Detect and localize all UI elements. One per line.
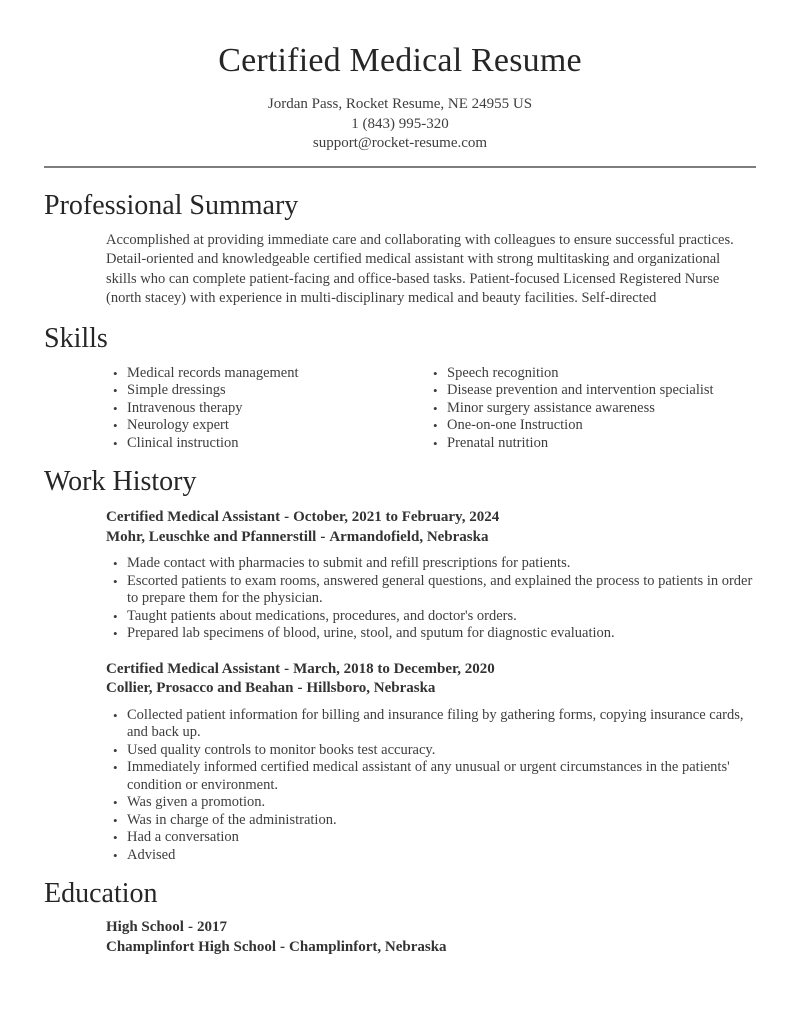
education-entry xyxy=(106,918,756,957)
job-bullet: • Was given a promotion. xyxy=(127,794,756,812)
education-school: Champlinfort High School xyxy=(106,938,277,955)
skill-item: • Clinical instruction xyxy=(127,435,447,453)
contact-address: Jordan Pass, Rocket Resume, NE 24955 US xyxy=(267,96,533,112)
job-bullet: • Escorted patients to exam rooms, answered general questions, and explained the process to patients in order to prepare them for the physician. xyxy=(127,573,756,608)
education-location: Champlinfort, Nebraska xyxy=(289,938,447,955)
resume-header xyxy=(44,0,756,168)
job-title-line xyxy=(106,660,756,680)
skill-item: • Prenatal nutrition xyxy=(447,435,756,453)
job-dates: October, 2021 to February, 2024 xyxy=(293,509,500,525)
skill-item: • Medical records management xyxy=(127,365,447,383)
skill-item: • Minor surgery assistance awareness xyxy=(447,400,756,418)
section-education xyxy=(44,877,756,957)
job-entry xyxy=(106,508,756,643)
skills-column-right xyxy=(447,365,756,453)
job-bullet-list xyxy=(127,555,756,643)
document-title: Certified Medical Resume xyxy=(218,42,582,79)
job-company-line xyxy=(106,679,756,699)
job-company-line xyxy=(106,528,756,548)
section-work-history xyxy=(44,465,756,864)
job-entry xyxy=(106,660,756,865)
skills-heading: Skills xyxy=(44,322,108,354)
job-title-line xyxy=(106,508,756,528)
skill-item: • Neurology expert xyxy=(127,417,447,435)
job-location: Armandofield, Nebraska xyxy=(329,528,489,545)
job-company: Collier, Prosacco and Beahan xyxy=(106,680,294,696)
education-year: 2017 xyxy=(196,919,227,935)
job-bullet: • Made contact with pharmacies to submit and refill prescriptions for patients. xyxy=(127,555,756,573)
job-company: Mohr, Leuschke and Pfannerstill xyxy=(106,528,317,545)
separator: - xyxy=(284,660,290,677)
summary-heading: Professional Summary xyxy=(44,189,299,221)
separator: - xyxy=(280,938,286,955)
job-bullet-list xyxy=(127,707,756,865)
skill-item: • One-on-one Instruction xyxy=(447,417,756,435)
contact-phone: 1 (843) 995-320 xyxy=(351,115,449,132)
job-bullet: • Prepared lab specimens of blood, urine, stool, and sputum for diagnostic evaluation. xyxy=(127,625,756,643)
separator: - xyxy=(320,528,326,545)
section-skills xyxy=(44,322,756,453)
education-heading: Education xyxy=(44,878,158,909)
separator: - xyxy=(187,919,193,935)
education-degree-line xyxy=(106,918,756,938)
job-location: Hillsboro, Nebraska xyxy=(306,680,436,696)
separator: - xyxy=(297,680,303,696)
education-degree: High School xyxy=(106,919,184,935)
contact-block xyxy=(44,95,756,154)
skill-item: • Simple dressings xyxy=(127,382,447,400)
job-dates: March, 2018 to December, 2020 xyxy=(293,660,495,677)
education-school-line xyxy=(106,938,756,958)
job-bullet: • Taught patients about medications, procedures, and doctor's orders. xyxy=(127,608,756,626)
header-divider xyxy=(44,166,756,168)
job-bullet: • Used quality controls to monitor books test accuracy. xyxy=(127,742,756,760)
skill-item: • Intravenous therapy xyxy=(127,400,447,418)
job-title: Certified Medical Assistant xyxy=(106,660,281,677)
skills-column-left xyxy=(127,365,447,453)
job-bullet: • Collected patient information for billing and insurance filing by gathering forms, copying insurance cards, and back up. xyxy=(127,707,756,742)
job-bullet: • Was in charge of the administration. xyxy=(127,812,756,830)
job-bullet: • Advised xyxy=(127,847,756,865)
job-title: Certified Medical Assistant xyxy=(106,509,281,525)
skills-columns xyxy=(44,365,756,453)
skill-item: • Speech recognition xyxy=(447,365,756,383)
summary-text: Accomplished at providing immediate care and collaborating with colleagues to ensure successful practices. Detail-oriented and knowledgeable certified medical assistant with strong multitasking and organizational skills who can complete patient-facing and office-based tasks. Patient-focused Licensed Registered Nurse (north stacey) with experience in multi-disciplinary medical and beauty facilities. Self-directed xyxy=(106,231,734,306)
job-bullet: • Immediately informed certified medical assistant of any unusual or urgent circumstances in the patients' condition or environment. xyxy=(127,759,756,794)
skill-item: • Disease prevention and intervention specialist xyxy=(447,382,756,400)
work-history-heading: Work History xyxy=(44,466,197,497)
section-professional-summary xyxy=(44,189,756,309)
separator: - xyxy=(284,509,290,525)
contact-email: support@rocket-resume.com xyxy=(312,135,488,151)
job-bullet: • Had a conversation xyxy=(127,829,756,847)
